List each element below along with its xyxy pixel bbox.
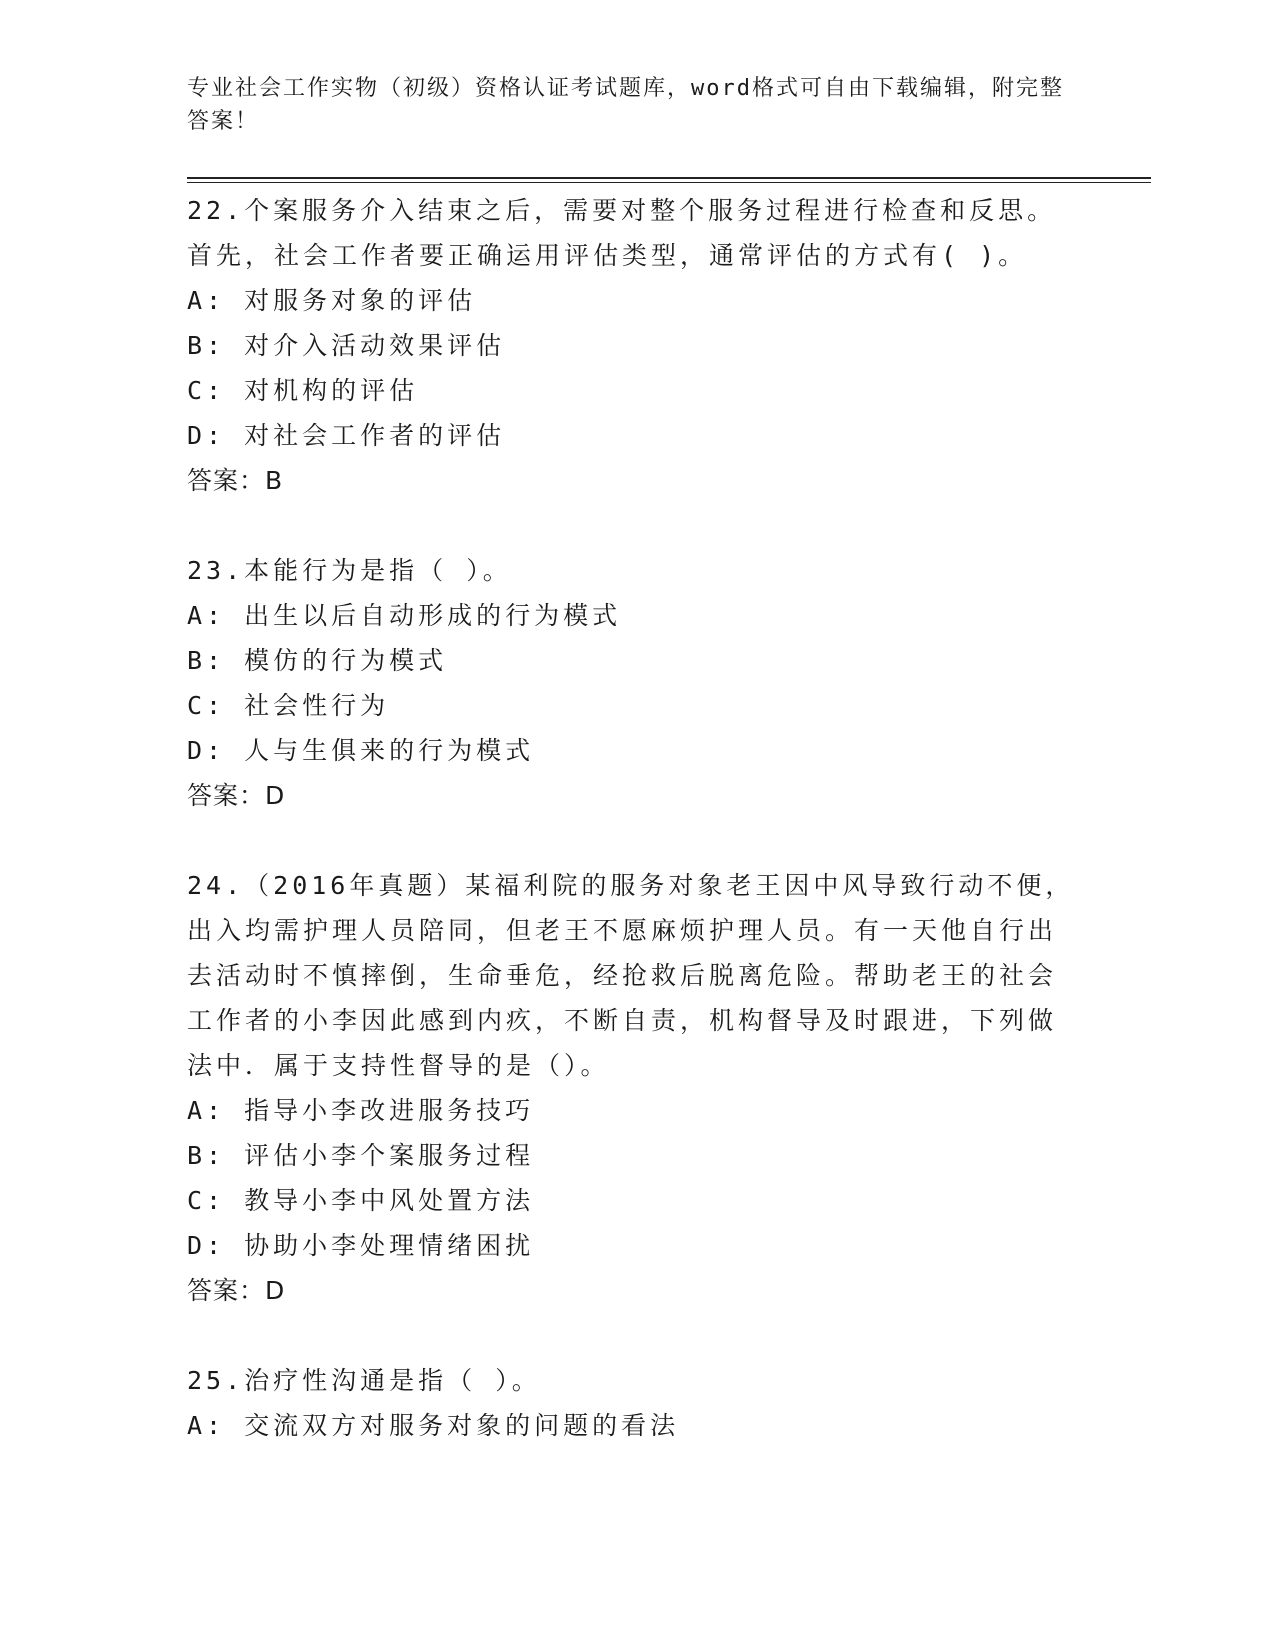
question-22 bbox=[187, 188, 1087, 503]
option-d: D: 协助小李处理情绪困扰 bbox=[187, 1231, 535, 1260]
question-stem: 24.（2016年真题）某福利院的服务对象老王因中风导致行动不便，出入均需护理人员陪同，但老王不愿麻烦护理人员。有一天他自行出去活动时不慎摔倒，生命垂危，经抢救后脱离危险。帮助老王的社会工作者的小李因此感到内疚，不断自责，机构督导及时跟进，下列做法中．属于支持性督导的是（）。 bbox=[187, 871, 1075, 1080]
header-rule-thin bbox=[187, 182, 1151, 183]
option-b: B: 模仿的行为模式 bbox=[187, 646, 448, 675]
answer-line: 答案：B bbox=[187, 466, 284, 495]
question-list bbox=[187, 188, 1087, 1493]
question-25 bbox=[187, 1358, 1087, 1448]
option-d: D: 人与生俱来的行为模式 bbox=[187, 736, 535, 765]
question-stem: 23.本能行为是指（ ）。 bbox=[187, 556, 512, 585]
page-header: 专业社会工作实物（初级）资格认证考试题库，word格式可自由下载编辑，附完整答案！ bbox=[187, 76, 1064, 134]
answer-line: 答案：D bbox=[187, 781, 286, 810]
option-a: A: 交流双方对服务对象的问题的看法 bbox=[187, 1411, 680, 1440]
option-a: A: 对服务对象的评估 bbox=[187, 286, 477, 315]
option-c: C: 教导小李中风处置方法 bbox=[187, 1186, 535, 1215]
header-rule-thick bbox=[187, 177, 1151, 179]
question-stem: 25.治疗性沟通是指（ ）。 bbox=[187, 1366, 541, 1395]
option-a: A: 出生以后自动形成的行为模式 bbox=[187, 601, 622, 630]
question-23 bbox=[187, 548, 1087, 818]
option-b: B: 对介入活动效果评估 bbox=[187, 331, 506, 360]
question-24 bbox=[187, 863, 1087, 1313]
question-stem: 22.个案服务介入结束之后，需要对整个服务过程进行检查和反思。首先，社会工作者要正确运用评估类型，通常评估的方式有( )。 bbox=[187, 196, 1057, 270]
option-c: C: 对机构的评估 bbox=[187, 376, 419, 405]
option-c: C: 社会性行为 bbox=[187, 691, 390, 720]
option-b: B: 评估小李个案服务过程 bbox=[187, 1141, 535, 1170]
answer-line: 答案：D bbox=[187, 1276, 286, 1305]
option-a: A: 指导小李改进服务技巧 bbox=[187, 1096, 535, 1125]
option-d: D: 对社会工作者的评估 bbox=[187, 421, 506, 450]
